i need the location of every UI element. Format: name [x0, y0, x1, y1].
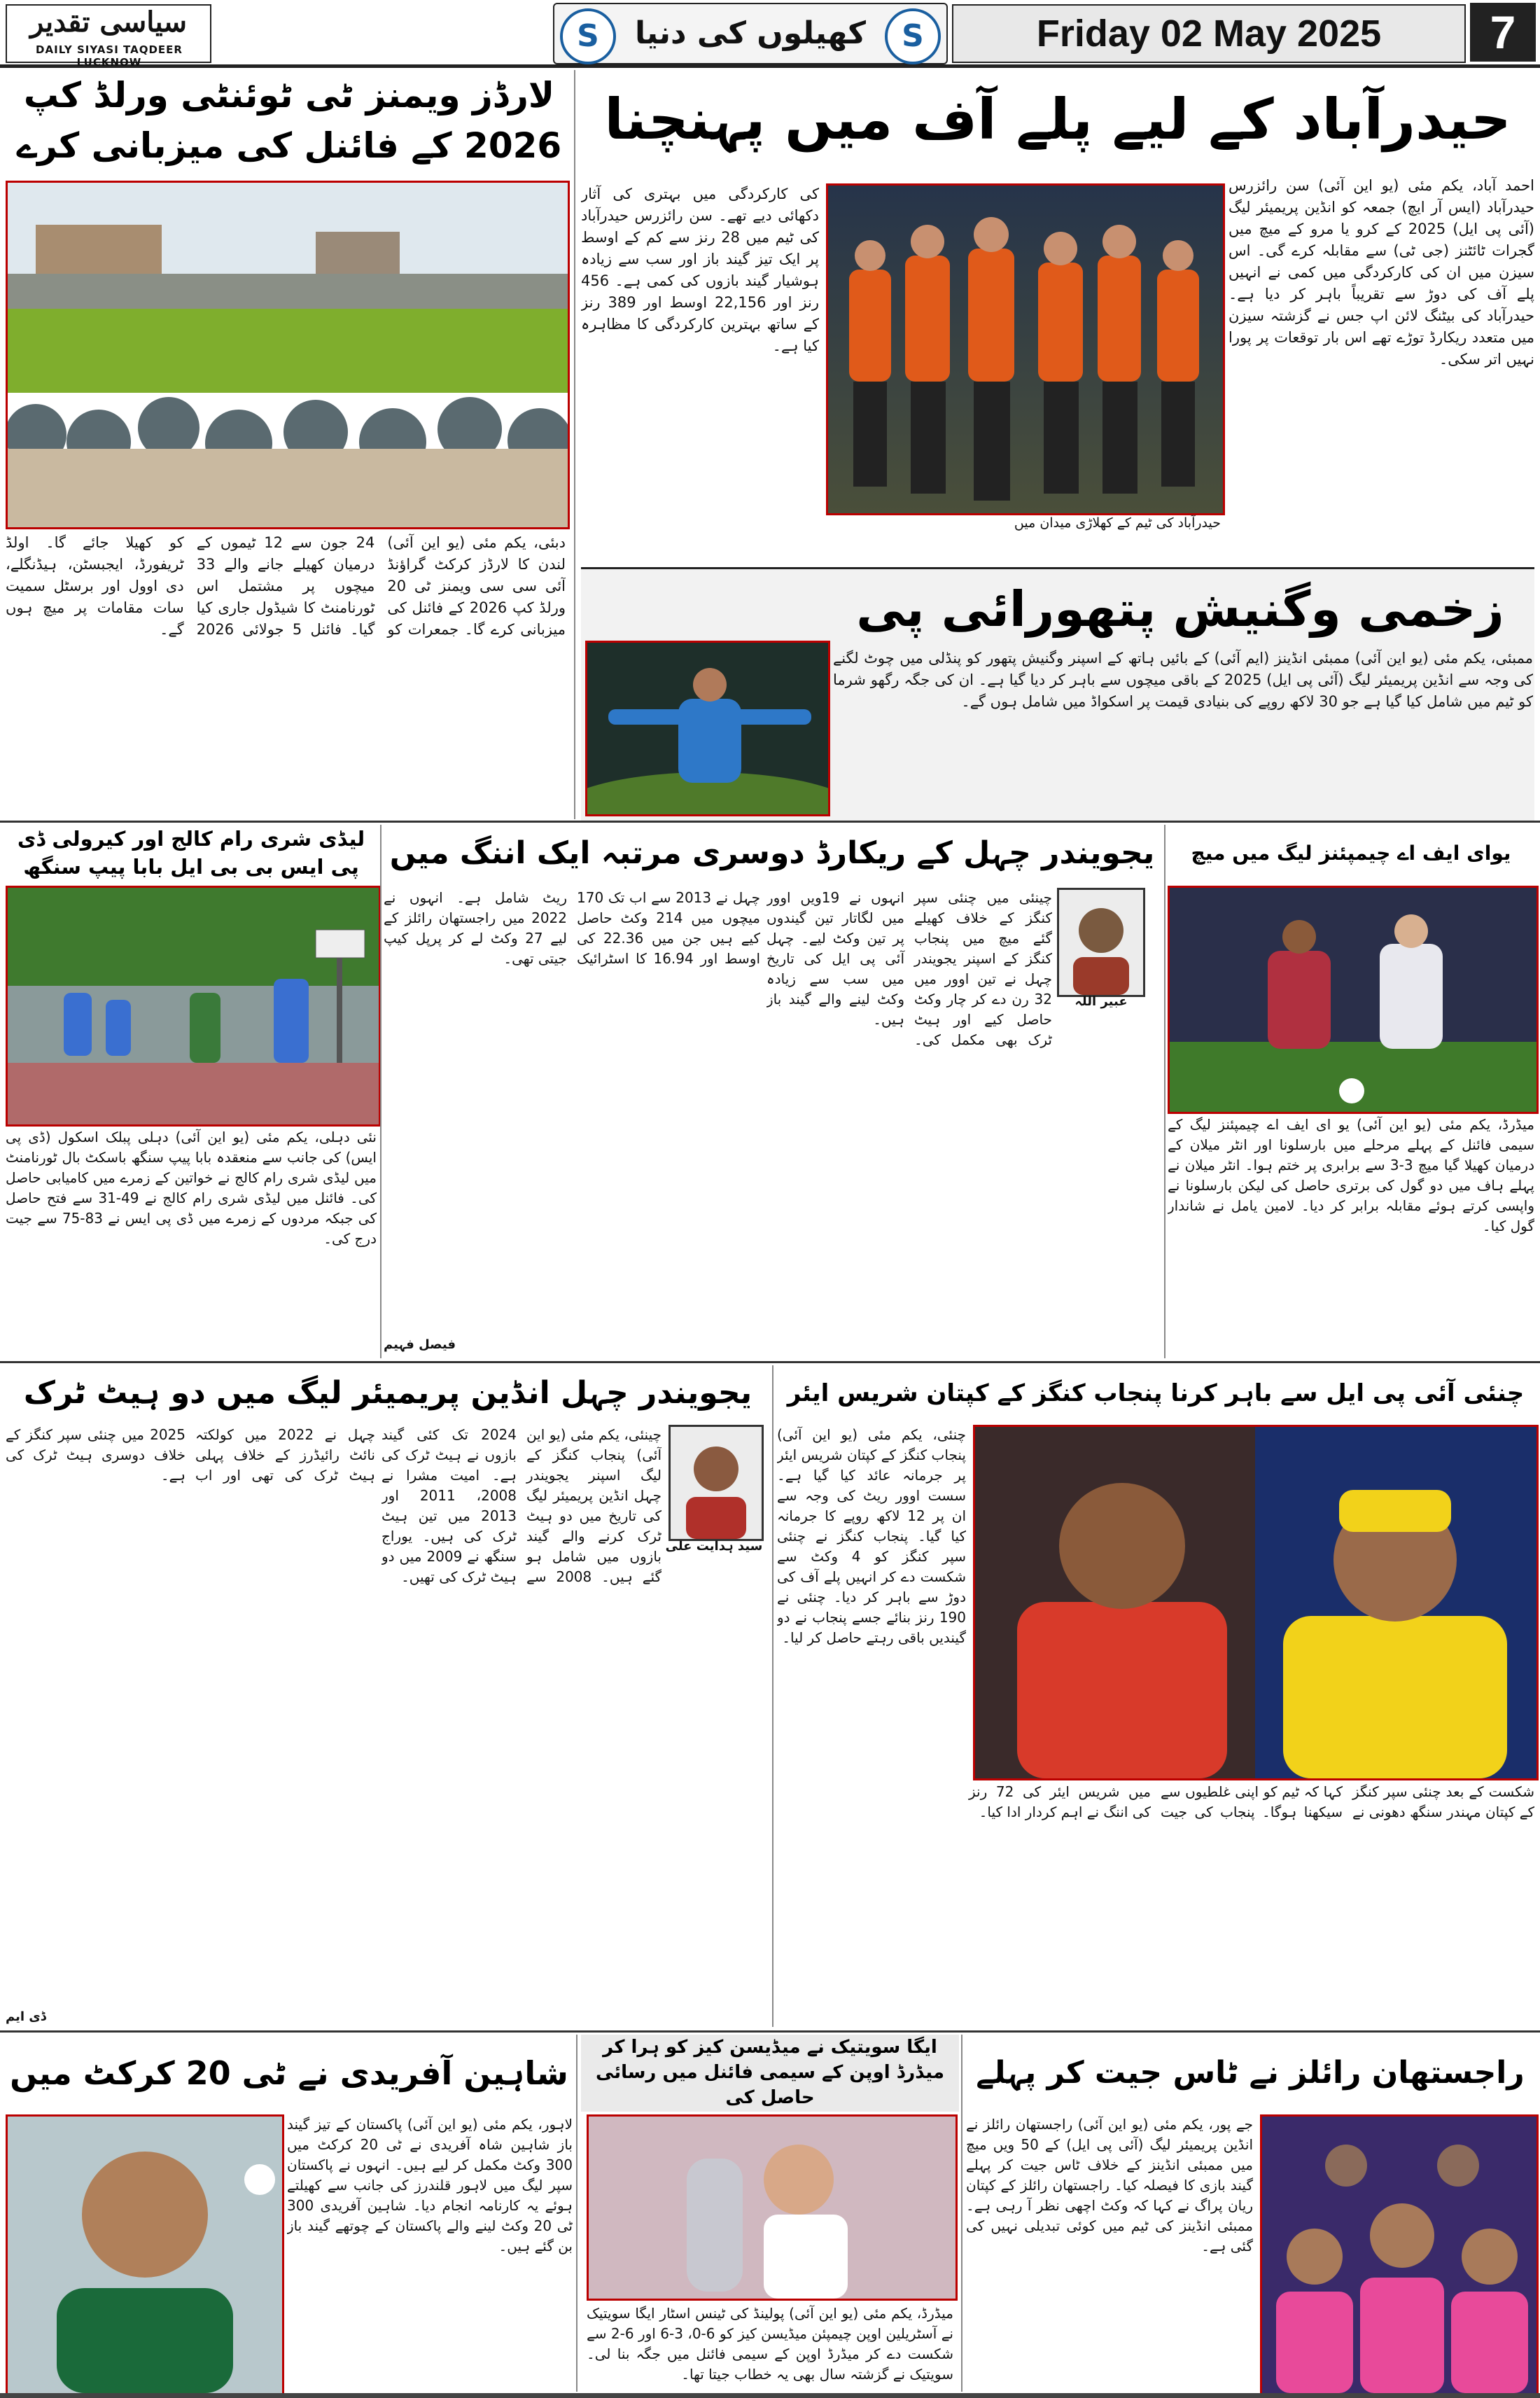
photo-ganesh	[585, 641, 830, 816]
headline-basketball: لیڈی شری رام کالج اور کیرولی ڈی پی ایس بی بی ایل بابا پیپ سنگھ	[17, 827, 365, 879]
headline-uefa: یوای ایف اے چیمپئنز لیگ میں میچ	[1191, 842, 1511, 865]
divider-vertical	[574, 70, 575, 819]
divider-vertical-6	[961, 2035, 962, 2392]
caption-hyderabad: حیدرآباد کی ٹیم کے کھلاڑی میدان میں	[1014, 515, 1221, 531]
photo-shaheen	[6, 2114, 284, 2395]
story-shaheen-body: لاہور، یکم مئی (یو این آئی) پاکستان کے تیز گیند باز شاہین شاہ آفریدی نے ٹی 20 کرکٹ میں 300 وکٹ مکمل کر لیے ہیں۔ انہوں نے پاکستان سپر لیگ میں لاہور قلندرز کی جانب سے کھیلتے ہوئے یہ کارنامہ انجام دیا۔ شاہین آفریدی 300 ٹی 20 وکٹ لینے والے پاکستان کے چوتھے گیند باز بن گئے ہیں۔	[287, 2116, 573, 2254]
story-ganesh-body: ممبئی، یکم مئی (یو این آئی) ممبئی انڈینز (ایم آئی) کے بائیں ہاتھ کے اسپنر وگنیش پتھور کو پنڈلی میں چوٹ لگنے کی وجہ سے انڈین پریمیئر لیگ (آئی پی ایل) 2025 کے باقی میچوں سے باہر کر دیا گیا ہے۔ ان کی جگہ رگھو شرما کو ٹیم میں شامل کیا گیا ہے جو 30 لاکھ روپے کی بنیادی قیمت پر اسکواڈ میں شامل ہوں گے۔	[833, 650, 1533, 710]
photo-basketball	[6, 886, 381, 1127]
page-number: 7	[1470, 3, 1536, 62]
divider-vertical-5	[576, 2035, 578, 2392]
footer-rule	[0, 2393, 1540, 2398]
photo-chennai	[973, 1425, 1539, 1780]
section-title: کھیلوں کی دنیا	[634, 15, 867, 51]
story-lords-body: دبئی، یکم مئی (یو این آئی) لندن کا لارڈز کرکٹ گراؤنڈ آئی سی سی ویمنز ٹی 20 ورلڈ کپ 2026 کے فائنل کی میزبانی کرے گا۔ جمعرات کو 24 جون سے 12 ٹیموں کے درمیان کھیلے جانے والے 33 میچوں پر مشتمل اس ٹورنامنٹ کا شیڈول جاری کیا گیا۔ فائنل 5 جولائی 2026 کو کھیلا جائے گا۔ اولڈ ٹریفورڈ، ایجبسٹن، ہیڈنگلے، دی اوول اور برسٹل سمیت سات مقامات پر میچ ہوں گے۔	[6, 534, 566, 638]
story-basketball-body: نئی دہلی، یکم مئی (یو این آئی) دہلی پبلک اسکول (ڈی پی ایس) کی جانب سے منعقدہ بابا پیپ سنگھ باسکٹ بال ٹورنامنٹ میں لیڈی شری رام کالج نے خواتین کے زمرے میں کامیابی حاصل کی۔ فائنل میں لیڈی شری رام کالج نے 49-31 سے فتح حاصل کی جبکہ مردوں کے زمرے میں ڈی پی ایس نے 83-75 سے جیت درج کی۔	[6, 1129, 377, 1247]
photo-uefa	[1168, 886, 1539, 1114]
issue-date: Friday 02 May 2025	[952, 4, 1466, 63]
photo-hattrick-byline	[668, 1425, 764, 1541]
headline-lords: لارڈز ویمنز ٹی ٹوئنٹی ورلڈ کپ 2026 کے فائنل کی میزبانی کرے	[16, 75, 562, 166]
divider-vertical-4	[772, 1365, 774, 2027]
headline-ganesh: زخمی وگنیش پتھورائی پی	[856, 580, 1504, 638]
chahal-credit: فیصل فہیم	[384, 1337, 456, 1352]
photo-chahal-byline	[1057, 888, 1145, 997]
masthead-english: DAILY SIYASI TAQDEER LUCKNOW	[36, 43, 183, 69]
divider-vertical-2	[380, 825, 382, 1358]
headline-hattrick: یجویندر چہل انڈین پریمیئر لیگ میں دو ہیٹ ٹرک	[23, 1375, 752, 1411]
headline-rajasthan: راجستھان رائلز نے ٹاس جیت کر پہلے	[976, 2055, 1525, 2091]
hattrick-byline: سید ہدایت علی	[665, 1539, 763, 1554]
photo-lords-stadium	[6, 181, 570, 529]
story-chennai-body: چنئی، یکم مئی (یو این آئی) پنجاب کنگز کے کپتان شریس ایئر پر جرمانہ عائد کیا گیا ہے۔ سست اوور ریٹ کی وجہ سے ان پر 12 لاکھ روپے کا جرمانہ کیا گیا۔ پنجاب کنگز نے چنئی سپر کنگز کو 4 وکٹ سے شکست دے کر انہیں پلے آف کی دوڑ سے باہر کر دیا۔ چنئی نے 190 رنز بنائے جسے پنجاب نے دو گیندیں باقی رہتے حاصل کر لیا۔	[777, 1426, 966, 1646]
section-badge-right-icon: S	[885, 8, 941, 64]
story-hyderabad-body2: کی کارکردگی میں بہتری کی آثار دکھائی دیے تھے۔ سن رائزرس حیدرآباد کی ٹیم میں 28 رنز سے کم کے اوسط پر ایک تیز گیند باز اور سب سے زیادہ ہوشیار گیند بازوں کی کمی ہے۔ 456 رنز اور 22,156 اوسط اور 389 رنز کے ساتھ بہترین کارکردگی کا مظاہرہ کیا ہے۔	[581, 186, 819, 354]
masthead-logo	[6, 4, 211, 69]
section-banner	[553, 3, 948, 64]
headline-hyderabad: حیدرآباد کے لیے پلے آف میں پہنچنا	[604, 87, 1511, 152]
section-badge-left-icon: S	[560, 8, 616, 64]
divider-vertical-3	[1164, 825, 1166, 1358]
masthead-urdu: سیاسی تقدیر	[29, 6, 188, 39]
headline-swiatek: ایگا سویتیک نے میڈیسن کیز کو ہرا کر میڈرڈ اوپن کے سیمی فائنل میں رسائی حاصل کی	[581, 2035, 959, 2112]
story-swiatek-body: میڈرڈ، یکم مئی (یو این آئی) پولینڈ کی ٹینس اسٹار ایگا سویتیک نے آسٹریلین اوپن چیمپئن میڈیسن کیز کو 6-0، 3-6 اور 6-2 سے شکست دے کر میڈرڈ اوپن کے سیمی فائنل میں جگہ بنا لی۔ سویتیک نے گزشتہ سال بھی یہ خطاب جیتا تھا۔	[587, 2305, 953, 2383]
divider-horizontal-3	[0, 2030, 1540, 2033]
photo-rajasthan	[1260, 2114, 1539, 2395]
divider-horizontal-2	[0, 1361, 1540, 1363]
story-rajasthan-body: جے پور، یکم مئی (یو این آئی) راجستھان رائلز نے انڈین پریمیئر لیگ (آئی پی ایل) کے 50 ویں میچ میں ممبئی انڈینز کے خلاف ٹاس جیت کر پہلے گیند بازی کا فیصلہ کیا۔ راجستھان رائلز کے کپتان ریان پراگ نے کہا کہ وکٹ اچھی نظر آ رہی ہے۔ ممبئی انڈینز کی ٹیم میں کوئی تبدیلی نہیں کی گئی ہے۔	[966, 2116, 1253, 2254]
story-hattrick-body2: چہل نے 2022 میں کولکتہ نائٹ رائیڈرز کے خلاف پہلی ہیٹ ٹرک کی تھی اور اب 2025 میں چنئی سپر کنگز کے خلاف دوسری ہیٹ ٹرک کی ہے۔	[6, 1426, 375, 1484]
story-chahal-body2: چہل نے 2013 سے اب تک 170 میچوں میں 214 وکٹ حاصل کیے ہیں جن میں 22.36 کی اوسط اور 16.94 کا اسٹرائیک ریٹ شامل ہے۔ انہوں نے 2022 میں راجستھان رائلز کے لیے 27 وکٹ لے کر پرپل کیپ جیتی تھی۔	[384, 889, 760, 967]
story-hyderabad-body: احمد آباد، یکم مئی (یو این آئی) سن رائزرس حیدرآباد (ایس آر ایچ) جمعہ کو انڈین پریمیئر لیگ (آئی پی ایل) 2025 کے کرو یا مرو کے میچ میں گجرات ٹائٹنز (جی ٹی) سے مقابلہ کرے گی۔ اس سیزن میں ان کی کارکردگی میں کمی نے انہیں پلے آف کی دوڑ سے تقریباً باہر کر دیا ہے۔ حیدرآباد کی بیٹنگ لائن اپ جس نے گزشتہ سیزن میں متعدد ریکارڈ توڑے تھے اس بار توقعات پر پورا نہیں اتر سکی۔	[1228, 177, 1534, 368]
story-uefa-body: میڈرڈ، یکم مئی (یو این آئی) یو ای ایف اے چیمپئنز لیگ کے سیمی فائنل کے پہلے مرحلے میں بارسلونا اور انٹر میلان کے درمیان کھیلا گیا میچ 3-3 سے برابری پر ختم ہوا۔ انٹر میلان نے پہلے ہاف میں دو گول کی برتری حاصل کی لیکن بارسلونا نے واپسی کرتے ہوئے مقابلہ برابر کر دیا۔ لامین یامل نے شاندار گول کیا۔	[1168, 1116, 1534, 1234]
chahal-byline: عبیر اللہ	[1074, 994, 1128, 1009]
headline-chahal: یجویندر چہل کے ریکارڈ دوسری مرتبہ ایک اننگ میں	[389, 835, 1155, 871]
divider-horizontal-1	[0, 821, 1540, 823]
photo-swiatek	[587, 2114, 958, 2301]
hattrick-credit: ڈی ایم	[6, 2009, 46, 2024]
story-chahal-body: چینئی میں چنئی سپر کنگز کے خلاف کھیلے گئے میچ میں پنجاب کنگز کے اسپنر یجویندر چہل نے تین اوور میں 32 رن دے کر چار وکٹ حاصل کیے اور ہیٹ ٹرک بھی مکمل کی۔ انہوں نے 19ویں اوور میں لگاتار تین گیندوں پر تین وکٹ لیے۔ چہل آئی پی ایل کی تاریخ میں سب سے زیادہ وکٹ لینے والے گیند باز ہیں۔	[766, 889, 1052, 1048]
story-chennai-body2: شکست کے بعد چنئی سپر کنگز کے کپتان مہندر سنگھ دھونی نے کہا کہ ٹیم کو اپنی غلطیوں سے سیکھنا ہوگا۔ پنجاب کی جیت میں شریس ایئر کی 72 رنز کی اننگ نے اہم کردار ادا کیا۔	[969, 1783, 1534, 1820]
photo-hyderabad	[826, 183, 1225, 515]
headline-shaheen: شاہین آفریدی نے ٹی 20 کرکٹ میں	[10, 2054, 568, 2092]
headline-chennai: چنئی آئی پی ایل سے باہر کرنا پنجاب کنگز کے کپتان شریس ایئر	[787, 1379, 1525, 1407]
story-hattrick-body: چینئی، یکم مئی (یو این آئی) پنجاب کنگز کے لیگ اسپنر یجویندر چہل انڈین پریمیئر لیگ کی تاریخ میں دو ہیٹ ٹرک کرنے والے گیند بازوں میں شامل ہو گئے ہیں۔ 2008 سے 2024 تک کئی گیند بازوں نے ہیٹ ٹرک کی ہے۔ امیت مشرا نے 2008، 2011 اور 2013 میں تین ہیٹ ٹرک کی ہیں۔ یوراج سنگھ نے 2009 میں دو ہیٹ ٹرک کی تھیں۔	[382, 1426, 662, 1585]
